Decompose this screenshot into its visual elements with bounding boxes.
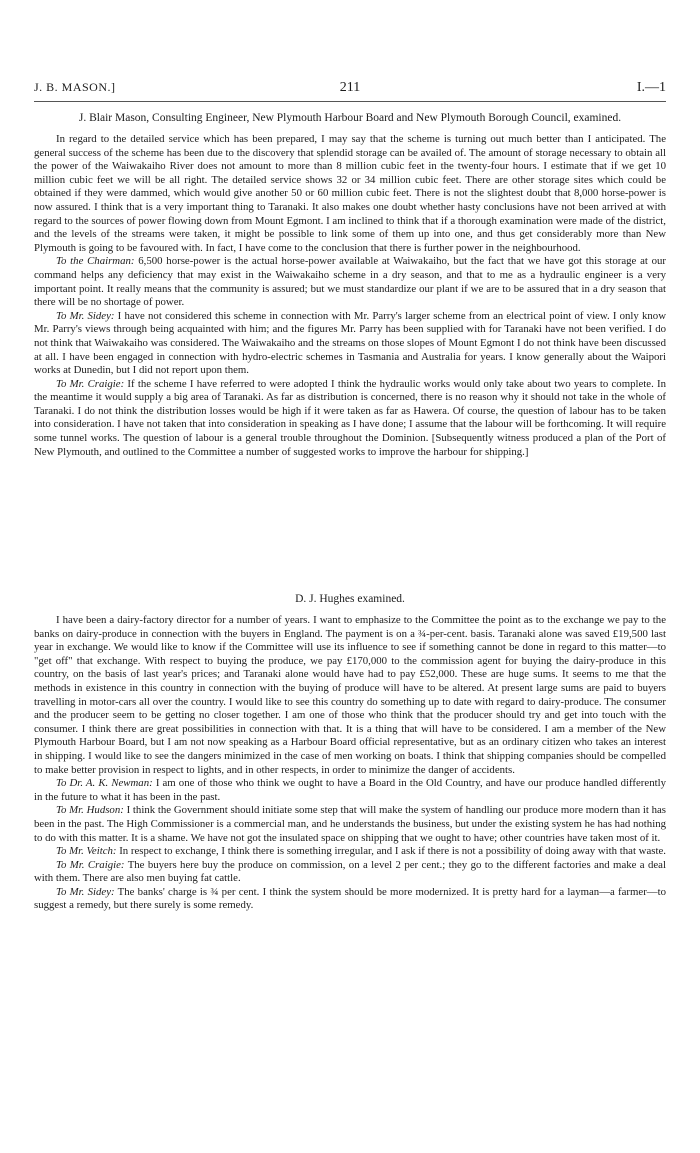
paragraph-text: The banks' charge is ¾ per cent. I think the system should be more modernized. It is pretty hard for a layman—a farmer—to suggest a remedy, but there surely is some remedy.	[34, 885, 666, 912]
paragraph-text: If the scheme I have referred to were adopted I think the hydraulic works would only take about two years to complete. In the meantime it would supply a big area of Taranaki. As far as distribution is concerned, there is no reason why it should not take in the whole of Taranaki. I do not think the distribution losses would be high if it were taken as far as Hawera. Of course, the question of labour has to be taken into consideration. I have not taken that into consideration in speaking as I have done; I assume that the labour will be forthcoming. It will require some tunnel works. The question of labour is a general trouble throughout the Dominion. [Subsequently witness produced a plan of the Port of New Plymouth, and outlined to the Committee a number of suggested works to improve the harbour for shipping.]	[34, 377, 666, 458]
paragraph-text: In regard to the detailed service which has been prepared, I may say that the scheme is turning out much better than I anticipated. The general success of the scheme has been due to the discovery that splendid storage can be availed of. The amount of storage necessary to obtain all the power of the Waiwakaiho River does not amount to more than 8 million cubic feet in the twenty-four hours. I estimate that if we get 10 million cubic feet we will be all right. The detailed service shows 32 or 34 million cubic feet. There are other storage sites which could be obtained if they were dammed, which would give another 50 or 60 million cubic feet. There is not the slightest doubt that 8,000 horse-power is now assured. I think that is a very important thing to Taranaki. It also makes one doubt whether hasty conclusions have not been arrived at with regard to the sources of power flowing down from Mount Egmont. I am inclined to think that if a thorough examination were made of the district, and the levels of the streams were taken, it might be possible to link some of them up into one, and thus get considerably more than New Plymouth is going to be favoured with. In fact, I have come to the conclusion that there is further power in the neighbourhood.	[34, 133, 666, 254]
paragraph-text: The buyers here buy the produce on commission, on a level 2 per cent.; they go to the different factories and make a deal with them. There are also men buying fat cattle.	[34, 858, 666, 885]
testimony-paragraph	[34, 886, 666, 913]
witness-section-mason	[34, 111, 666, 459]
testimony-paragraph	[34, 378, 666, 460]
question-prefix: To Mr. Sidey:	[56, 309, 115, 322]
paragraph-text: 6,500 horse-power is the actual horse-power available at Waiwakaiho, but the fact that we have got this storage at our command helps any deficiency that may exist in the Waiwakaiho scheme in a dry season, and that to me as a hydraulic engineer is a very important point. It really means that the community is assured; but we must standardize our plant if we are to be assured that in a dry season that there will be no shortage of power.	[34, 255, 667, 309]
witness-section-hughes	[34, 592, 666, 913]
header-rule	[34, 101, 666, 102]
witness-title: D. J. Hughes examined.	[295, 593, 405, 605]
running-head-right: I.—1	[636, 80, 666, 95]
page-number: 211	[339, 80, 361, 95]
question-prefix: To Mr. Craigie:	[56, 377, 125, 390]
page-header	[34, 80, 666, 100]
testimony-paragraph	[34, 310, 666, 378]
question-prefix: To the Chairman:	[56, 255, 135, 268]
paragraph-text: I have been a dairy-factory director for a number of years. I want to emphasize to the Committee the point as to the exchange we pay to the banks on dairy-produce in connection with the buyers in England. The payment is on a ¾-per-cent. basis. Taranaki alone was saved £19,500 last year in exchange. We would like to know if the Committee will use its influence to see if something cannot be done in regard to this matter—to "get off" that exchange. With respect to buying the produce, we pay £170,000 to the commission agent for buying the dairy-produce in this country, on the basis of last year's prices; and Taranaki alone would have had to pay £52,000. These are huge sums. It seems to me that the methods in existence in this country in connection with the buying of produce will have to be altered. At present large sums are paid to buyers travelling in motor-cars all over the country. I would like to see this country do something up to date with regard to dairy-produce. The consumer and the producer seem to be getting no closer together. I am one of those who think that the producer should try and get into touch with the consumer. I think there are great possibilities in connection with that. It is a thing that will have to be considered. I am a member of the New Plymouth Harbour Board, but I am not now speaking as a Harbour Board official representative, but as an ordinary citizen who takes an interest in shipping. I would like to see the dangers minimized in the case of men working on boats. I think that shipping companies should be compelled to make better provision in respect to lights, and in other respects, in order to minimize the danger of accidents.	[34, 614, 666, 776]
paragraph-text: I have not considered this scheme in connection with Mr. Parry's larger scheme from an electrical point of view. I only know Mr. Parry's views through being acquainted with him; and the figures Mr. Parry has been supplied with for Taranaki have not been verified. I do not think that Waiwakaiho was considered. The Waiwakaiho and the streams on those slopes of Mount Egmont I do not think have been discussed at all. I have been engaged in connection with hydro-electric schemes in Tasmania and Australia for years. I know generally about the Waipori works at Dunedin, but I did not report upon them.	[34, 309, 667, 377]
paragraph-text: In respect to exchange, I think there is something irregular, and I ask if there is not a possibility of doing away with that waste.	[119, 845, 666, 858]
testimony-paragraph	[34, 255, 666, 309]
witness-title: J. Blair Mason, Consulting Engineer, New Plymouth Harbour Board and New Plymouth Borough Council, examined.	[78, 112, 622, 124]
question-prefix: To Mr. Craigie:	[56, 858, 125, 871]
question-prefix: To Dr. A. K. Newman:	[56, 777, 153, 790]
question-prefix: To Mr. Veitch:	[56, 845, 117, 858]
testimony-paragraph	[34, 845, 666, 859]
running-head-left: J. B. MASON.]	[34, 80, 116, 94]
testimony-paragraph	[34, 804, 666, 845]
paragraph-text: I think the Government should initiate some step that will make the system of handling our produce more modern than it has been in the past. The High Commissioner is a commercial man, and he understands the business, but under the existing system he has had nothing to do with this matter. It is a shame. We have not got the insulated space on shipping that we ought to have; other countries have taken most of it.	[34, 804, 666, 844]
testimony-paragraph	[34, 614, 666, 777]
paragraph-text: I am one of those who think we ought to have a Board in the Old Country, and have our produce handled differently in the future to what it has been in the past.	[34, 777, 666, 803]
question-prefix: To Mr. Hudson:	[56, 804, 124, 817]
testimony-paragraph	[34, 859, 666, 886]
testimony-paragraph	[34, 133, 666, 255]
question-prefix: To Mr. Sidey:	[56, 885, 115, 898]
testimony-paragraph	[34, 777, 666, 804]
